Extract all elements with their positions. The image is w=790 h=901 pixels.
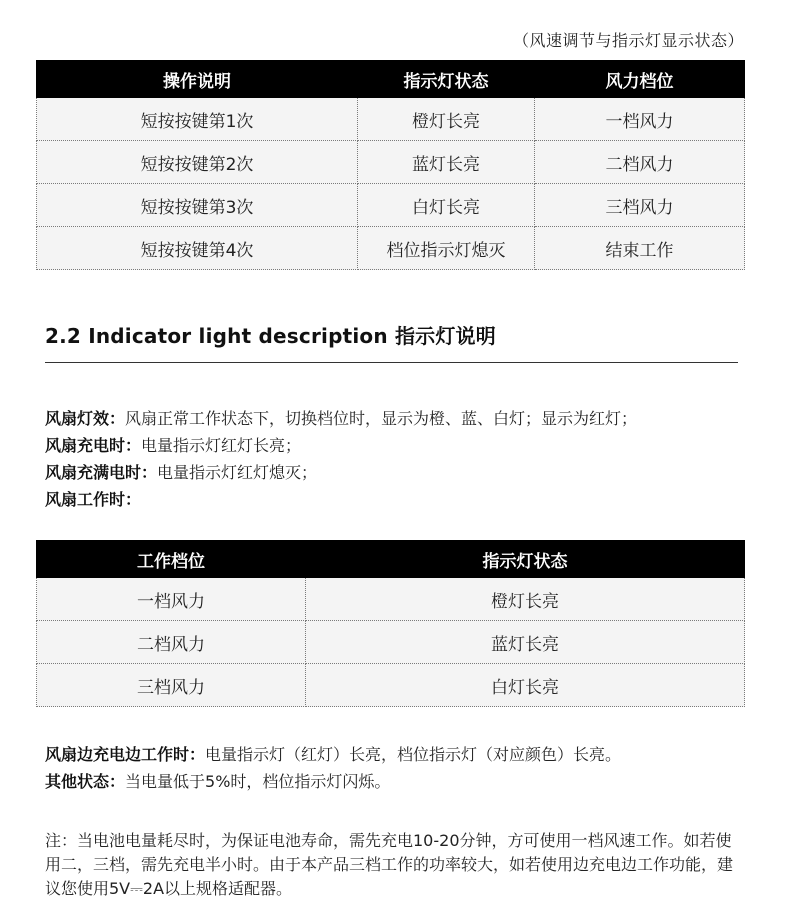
description-key: 风扇充电时： [45, 436, 142, 455]
cell-indicator-status: 橙灯长亮 [306, 578, 745, 621]
cell-working-level: 一档风力 [37, 578, 306, 621]
table-row [37, 98, 745, 141]
cell-operation: 短按按键第1次 [37, 98, 358, 141]
section-title: 2.2 Indicator light description 指示灯说明 [45, 324, 496, 348]
column-header-operation: 操作说明 [37, 61, 358, 98]
cell-indicator-status: 档位指示灯熄灭 [358, 227, 535, 270]
cell-operation: 短按按键第3次 [37, 184, 358, 227]
cell-wind-level: 三档风力 [535, 184, 745, 227]
cell-working-level: 三档风力 [37, 664, 306, 707]
cell-indicator-status: 蓝灯长亮 [358, 141, 535, 184]
column-header-wind-level: 风力档位 [535, 61, 745, 98]
cell-wind-level: 二档风力 [535, 141, 745, 184]
table-row [37, 227, 745, 270]
description-key: 风扇灯效： [45, 409, 126, 428]
description-value: 当电量低于5%时，档位指示灯闪烁。 [125, 772, 391, 791]
description-line [45, 486, 637, 513]
section-divider [45, 362, 738, 363]
cell-operation: 短按按键第2次 [37, 141, 358, 184]
cell-indicator-status: 白灯长亮 [306, 664, 745, 707]
cell-wind-level: 一档风力 [535, 98, 745, 141]
description-key: 风扇工作时： [45, 490, 142, 509]
description-value: 电量指示灯红灯熄灭； [157, 463, 318, 482]
speed-indicator-table [36, 60, 745, 270]
cell-operation: 短按按键第4次 [37, 227, 358, 270]
table-header-row [37, 541, 745, 578]
table-caption: （风速调节与指示灯显示状态） [512, 31, 744, 50]
cell-indicator-status: 白灯长亮 [358, 184, 535, 227]
description-line [45, 459, 637, 486]
cell-working-level: 二档风力 [37, 621, 306, 664]
description-line [45, 741, 621, 768]
column-header-working-level: 工作档位 [37, 541, 306, 578]
cell-indicator-status: 蓝灯长亮 [306, 621, 745, 664]
description-value: 风扇正常工作状态下，切换档位时，显示为橙、蓝、白灯；显示为红灯； [125, 409, 638, 428]
cell-wind-level: 结束工作 [535, 227, 745, 270]
usage-note: 注：当电池电量耗尽时，为保证电池寿命，需先充电10-20分钟，方可使用一档风速工作。如若使用二，三档，需先充电半小时。由于本产品三档工作的功率较大，如若使用边充电边工作功能，建议您使用5V⎓2A以上规格适配器。 [45, 831, 734, 898]
description-value: 电量指示灯（红灯）长亮，档位指示灯（对应颜色）长亮。 [205, 745, 622, 764]
column-header-indicator-status: 指示灯状态 [306, 541, 745, 578]
description-key: 风扇边充电边工作时： [45, 745, 206, 764]
cell-indicator-status: 橙灯长亮 [358, 98, 535, 141]
status-description-list [45, 741, 621, 795]
indicator-description-list [45, 405, 637, 513]
table-row [37, 664, 745, 707]
description-line [45, 405, 637, 432]
description-value: 电量指示灯红灯长亮； [141, 436, 302, 455]
description-key: 其他状态： [45, 772, 126, 791]
table-row [37, 578, 745, 621]
description-key: 风扇充满电时： [45, 463, 158, 482]
working-level-table [36, 540, 745, 707]
table-header-row [37, 61, 745, 98]
table-row [37, 184, 745, 227]
table-row [37, 141, 745, 184]
description-line [45, 432, 637, 459]
column-header-indicator-status: 指示灯状态 [358, 61, 535, 98]
description-line [45, 768, 621, 795]
table-row [37, 621, 745, 664]
